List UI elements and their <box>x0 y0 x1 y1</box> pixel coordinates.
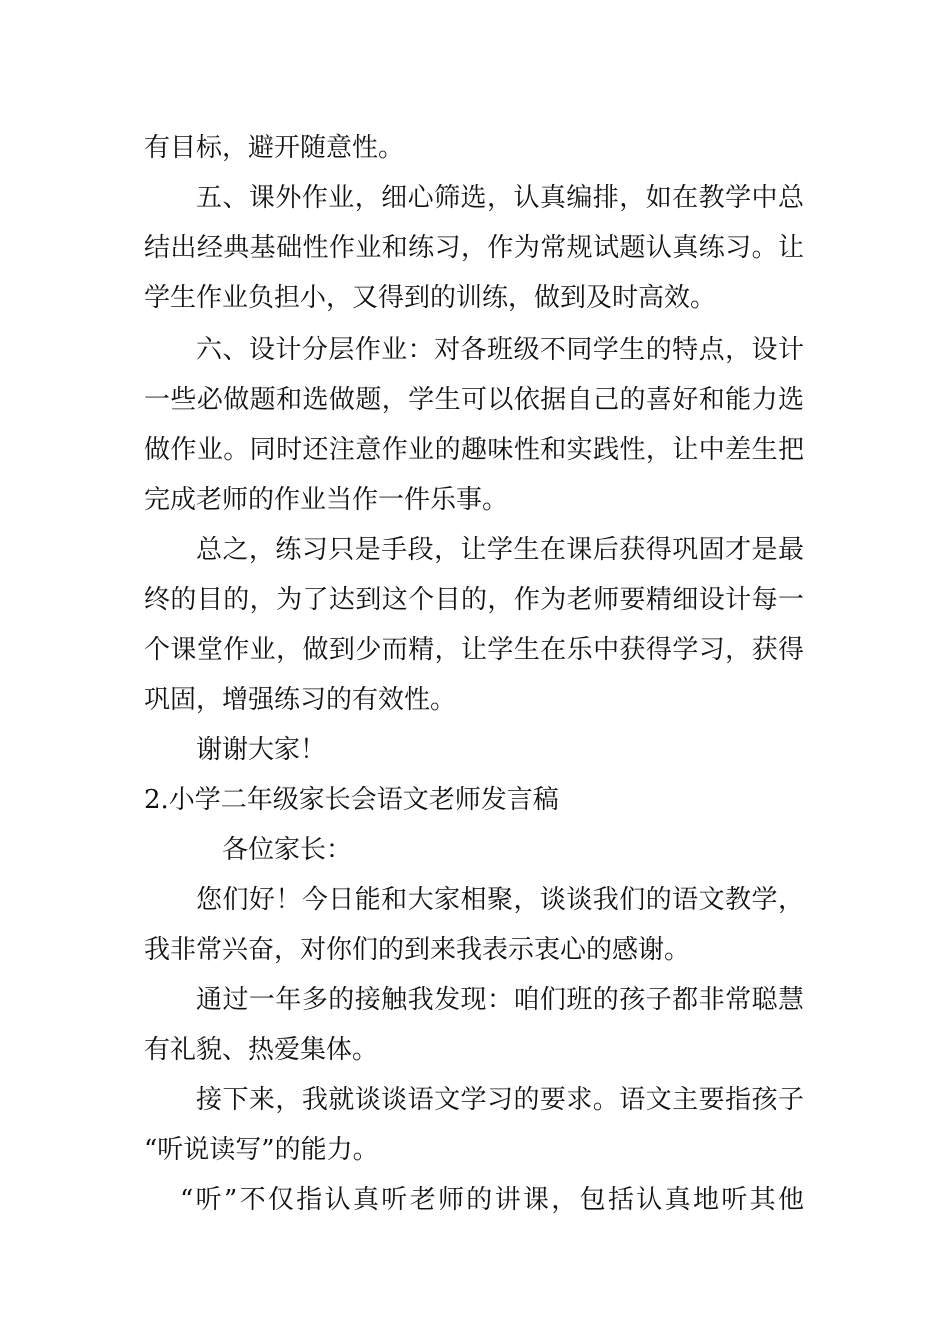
text-line: 结出经典基础性作业和练习，作为常规试题认真练习。让 <box>144 233 804 263</box>
paragraph-first-line: 六、设计分层作业：对各班级不同学生的特点，设计 <box>196 335 804 365</box>
paragraph-first-line: 接下来，我就谈谈语文学习的要求。语文主要指孩子 <box>196 1085 804 1115</box>
text-line: 巩固，增强练习的有效性。 <box>144 685 457 715</box>
paragraph-first-line: 总之，练习只是手段，让学生在课后获得巩固才是最 <box>196 535 804 565</box>
paragraph-first-line: “听”不仅指认真听老师的讲课，包括认真地听其他 <box>180 1185 804 1215</box>
text-line: 完成老师的作业当作一件乐事。 <box>144 485 509 515</box>
text-line: 个课堂作业，做到少而精，让学生在乐中获得学习，获得 <box>144 635 804 665</box>
text-line: 有礼貌、热爱集体。 <box>144 1035 379 1065</box>
text-line: “听说读写”的能力。 <box>144 1135 379 1165</box>
text-line: 学生作业负担小，又得到的训练，做到及时高效。 <box>144 283 717 313</box>
text-line: 一些必做题和选做题，学生可以依据自己的喜好和能力选 <box>144 385 804 415</box>
text-line: 终的目的，为了达到这个目的，作为老师要精细设计每一 <box>144 585 804 615</box>
paragraph-first-line: 您们好！今日能和大家相聚，谈谈我们的语文教学， <box>196 885 804 915</box>
paragraph-first-line: 五、课外作业，细心筛选，认真编排，如在教学中总 <box>196 183 804 213</box>
paragraph-first-line: 通过一年多的接触我发现：咱们班的孩子都非常聪慧 <box>196 985 804 1015</box>
section-heading: 2.小学二年级家长会语文老师发言稿 <box>144 785 559 815</box>
text-line: 我非常兴奋，对你们的到来我表示衷心的感谢。 <box>144 935 691 965</box>
closing-line: 谢谢大家！ <box>196 735 327 765</box>
text-line: 做作业。同时还注意作业的趣味性和实践性，让中差生把 <box>144 435 804 465</box>
salutation: 各位家长： <box>222 835 353 865</box>
text-line: 有目标，避开随意性。 <box>144 133 405 163</box>
